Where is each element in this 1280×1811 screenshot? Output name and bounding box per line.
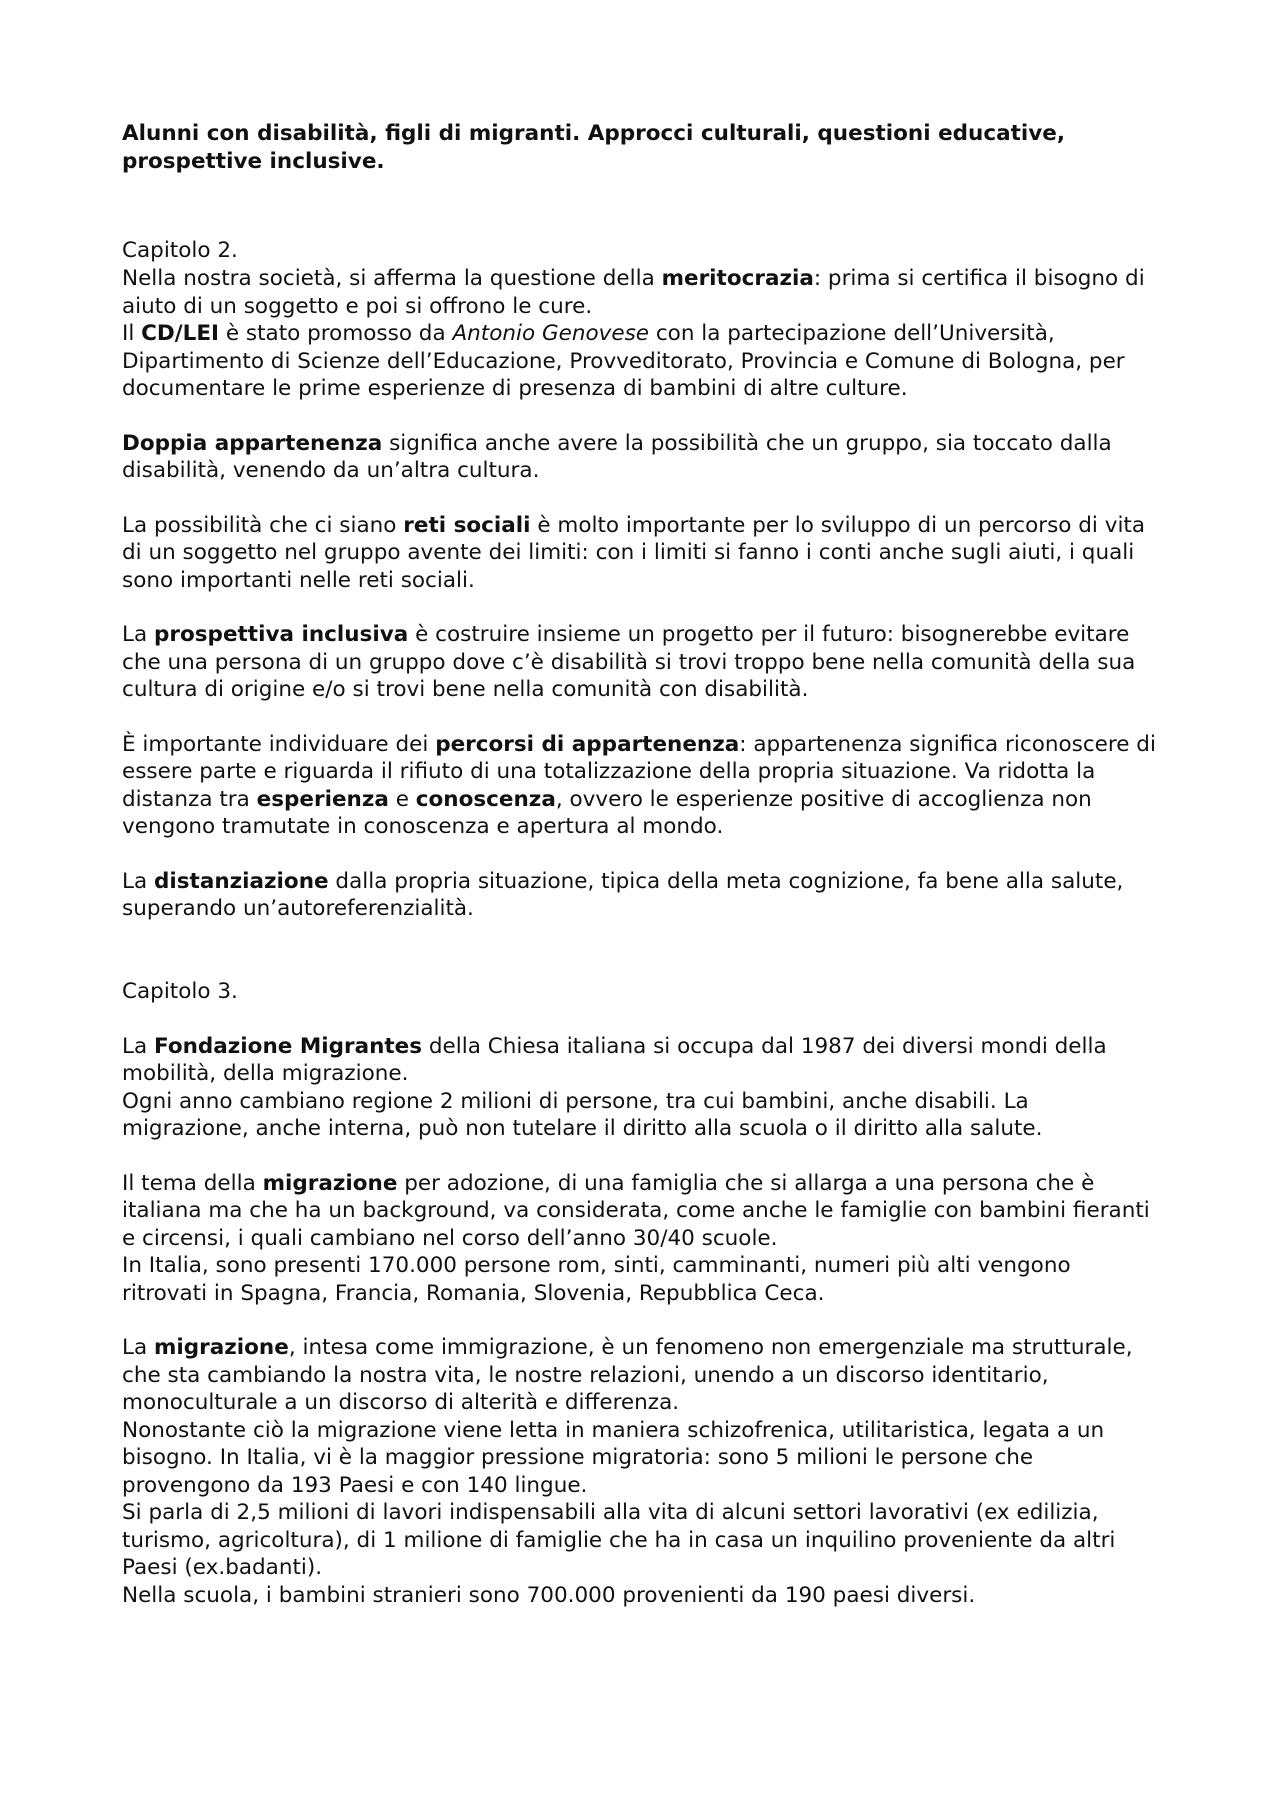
italic-name: Antonio Genovese — [452, 321, 650, 346]
bold-term: migrazione — [262, 1170, 398, 1196]
text-span: La — [122, 622, 154, 647]
text-span: e — [388, 786, 416, 812]
chapter-2-paragraph-5 — [122, 621, 1162, 704]
bold-term: Fondazione Migrantes — [154, 1033, 423, 1059]
bold-term: reti sociali — [403, 512, 531, 538]
text-span: è molto importante per lo sviluppo di un percorso di vita di un soggetto nel gruppo avente dei limiti: con i limiti si fanno i conti anche sugli aiuti, i quali sono importanti nelle reti sociali. — [122, 512, 1146, 593]
chapter-3-paragraph-2: Ogni anno cambiano regione 2 milioni di persone, tra cui bambini, anche disabili. La migrazione, anche interna, può non tutelare il diritto alla scuola o il diritto alla salute. — [122, 1088, 1043, 1141]
chapter-2-paragraph-3 — [122, 430, 1162, 485]
text-span: dalla propria situazione, tipica della meta cognizione, fa bene alla salute, superando un’autoreferenzialità. — [122, 868, 1124, 921]
text-span: Nella nostra società, si afferma la questione della — [122, 266, 662, 291]
chapter-3-paragraph-8: Nella scuola, i bambini stranieri sono 700.000 provenienti da 190 paesi diversi. — [122, 1582, 976, 1608]
chapter-3-paragraph-6: Nonostante ciò la migrazione viene letta in maniera schizofrenica, utilitaristica, legata a un bisogno. In Italia, vi è la maggior pressione migratoria: sono 5 milioni le persone che provengono da 193 Paesi e con 140 lingue. — [122, 1417, 1105, 1498]
text-span: per adozione, di una famiglia che si allarga a una persona che è italiana ma che ha un background, va considerata, come anche le famiglie con bambini fieranti e circensi, i quali cambiano nel corso dell’anno 30/40 scuole. — [122, 1170, 1150, 1251]
chapter-2-paragraph-7 — [122, 868, 1162, 923]
bold-term: percorsi di appartenenza — [435, 731, 740, 757]
text-span: è stato promosso da — [219, 321, 453, 346]
chapter-3-paragraph-1 — [122, 1033, 1162, 1088]
text-span: La — [122, 1033, 154, 1059]
chapter-3-heading: Capitolo 3. — [122, 978, 238, 1004]
chapter-2-paragraph-2 — [122, 320, 1162, 403]
text-span: La possibilità che ci siano — [122, 512, 404, 538]
text-span: è costruire insieme un progetto per il futuro: bisognerebbe evitare che una persona di un gruppo dove c’è disabilità si trovi troppo bene nella comunità della sua cultura di origine e/o si trovi bene nella comunità con disabilità. — [122, 622, 1136, 702]
chapter-3-paragraph-3 — [122, 1170, 1162, 1253]
text-span: La — [122, 868, 154, 894]
bold-term: migrazione — [154, 1335, 289, 1360]
bold-term: esperienza — [256, 786, 389, 812]
chapter-2-paragraph-4 — [122, 512, 1162, 595]
document-title: Alunni con disabilità, figli di migranti. Approcci culturali, questioni educative, prospettive inclusive. — [122, 121, 1066, 174]
text-span: significa anche avere la possibilità che un gruppo, sia toccato dalla disabilità, venendo da un’altra cultura. — [122, 430, 1112, 483]
text-span: La — [122, 1335, 154, 1360]
bold-term: distanziazione — [154, 868, 329, 894]
chapter-3-paragraph-4: In Italia, sono presenti 170.000 persone rom, sinti, camminanti, numeri più alti vengono ritrovati in Spagna, Francia, Romania, Slovenia, Repubblica Ceca. — [122, 1253, 1071, 1306]
text-span: Il — [122, 321, 142, 346]
text-span: della Chiesa italiana si occupa dal 1987 dei diversi mondi della mobilità, della migrazione. — [122, 1033, 1107, 1086]
chapter-2-heading: Capitolo 2. — [122, 238, 238, 263]
text-span: È importante individuare dei — [122, 731, 436, 757]
bold-term: prospettiva inclusiva — [154, 622, 409, 647]
chapter-3-paragraph-5 — [122, 1334, 1162, 1417]
chapter-3-paragraph-7: Si parla di 2,5 milioni di lavori indispensabili alla vita di alcuni settori lavorativi (ex edilizia, turismo, agricoltura), di 1 milione di famiglie che ha in casa un inquilino proveniente da altri Paesi (ex.badanti). — [122, 1500, 1116, 1580]
text-span: : appartenenza significa riconoscere di essere parte e riguarda il rifiuto di una totalizzazione della propria situazione. Va ridotta la distanza tra — [122, 731, 1156, 812]
bold-term: CD/LEI — [141, 321, 220, 346]
text-span: , intesa come immigrazione, è un fenomeno non emergenziale ma strutturale, che sta cambiando la nostra vita, le nostre relazioni, unendo a un discorso identitario, monoculturale a un discorso di alterità e differenza. — [122, 1335, 1133, 1415]
bold-term: Doppia appartenenza — [122, 430, 383, 456]
bold-term: meritocrazia — [661, 266, 814, 291]
chapter-2-paragraph-6 — [122, 731, 1162, 841]
text-span: Il tema della — [122, 1170, 263, 1196]
text-span: con la partecipazione dell’Università, Dipartimento di Scienze dell’Educazione, Provveditorato, Provincia e Comune di Bologna, per documentare le prime esperienze di presenza di bambini di altre culture. — [122, 321, 1125, 401]
bold-term: conoscenza — [415, 786, 556, 812]
text-span: , ovvero le esperienze positive di accoglienza non vengono tramutate in conoscenza e apertura al mondo. — [122, 786, 1092, 839]
document-page — [122, 120, 1162, 1609]
text-span: : prima si certifica il bisogno di aiuto di un soggetto e poi si offrono le cure. — [122, 266, 1145, 319]
chapter-2-paragraph-1 — [122, 265, 1162, 320]
